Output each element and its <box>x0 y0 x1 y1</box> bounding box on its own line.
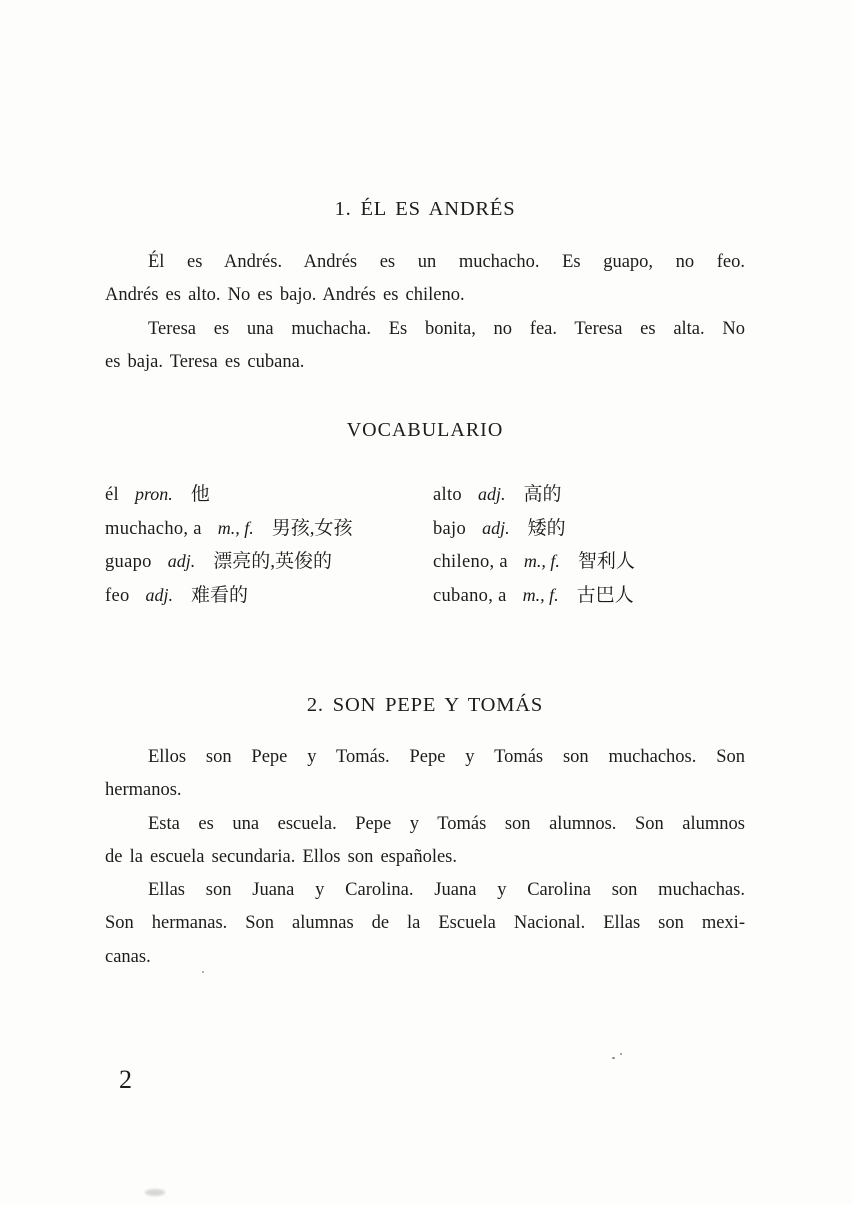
vocab-word: chileno, a <box>433 552 508 572</box>
vocab-pos: adj. <box>477 484 506 504</box>
lesson-2-heading: 2. SON PEPE Y TOMÁS <box>306 694 544 716</box>
text-line: de la escuela secundaria. Ellos son españoles. <box>105 846 457 867</box>
vocab-meaning: 矮的 <box>527 517 566 539</box>
lesson-1-heading: 1. ÉL ES ANDRÉS <box>334 198 516 220</box>
vocab-meaning: 高的 <box>523 484 562 505</box>
text-line: Ellas son Juana y Carolina. Juana y Carolina son muchachas. <box>148 880 745 901</box>
vocab-pos: m., f. <box>523 551 560 571</box>
vocab-word: alto <box>433 485 462 505</box>
vocab-entry <box>105 545 353 579</box>
vocab-meaning: 古巴人 <box>576 584 634 606</box>
vocab-word: guapo <box>105 552 152 572</box>
vocab-pos: adj. <box>482 517 510 538</box>
vocab-column-left <box>105 478 353 612</box>
vocab-meaning: 他 <box>190 484 210 505</box>
lesson-2-body <box>105 741 745 974</box>
text-line: es baja. Teresa es cubana. <box>105 351 305 372</box>
vocab-meaning: 男孩,女孩 <box>271 517 353 539</box>
text-line: Él es Andrés. Andrés es un muchacho. Es guapo, no feo. <box>148 252 745 272</box>
vocab-word: cubano, a <box>433 585 507 606</box>
vocab-word: muchacho, a <box>105 518 202 539</box>
vocab-pos: adj. <box>145 584 174 605</box>
scan-speck <box>620 1053 622 1055</box>
vocab-pos: m., f. <box>217 517 254 538</box>
text-line: Ellos son Pepe y Tomás. Pepe y Tomás son muchachos. Son <box>148 747 745 767</box>
text-line: Teresa es una muchacha. Es bonita, no fea. Teresa es alta. No <box>148 318 745 339</box>
vocab-entry <box>433 512 635 546</box>
text-line: Esta es una escuela. Pepe y Tomás son alumnos. Son alumnos <box>148 813 745 834</box>
text-line: Son hermanas. Son alumnas de la Escuela Nacional. Ellas son mexi- <box>105 913 745 934</box>
lesson-1-body <box>105 246 745 379</box>
text-line: Andrés es alto. No es bajo. Andrés es chileno. <box>105 285 465 306</box>
vocab-entry <box>433 545 635 579</box>
page-content <box>105 0 745 1205</box>
vocab-word: feo <box>105 585 130 606</box>
page-number: 2 <box>119 1065 132 1094</box>
vocab-entry <box>433 478 635 512</box>
vocab-entry <box>105 512 353 546</box>
scan-smudge <box>145 1189 165 1196</box>
vocab-column-right <box>433 478 635 612</box>
vocab-entry <box>105 579 353 613</box>
vocab-word: bajo <box>433 518 467 539</box>
vocab-meaning: 漂亮的,英俊的 <box>213 551 332 572</box>
vocab-pos: adj. <box>167 551 196 571</box>
vocab-entry <box>105 478 353 512</box>
vocab-meaning: 智利人 <box>577 551 635 572</box>
vocab-pos: m., f. <box>522 584 559 605</box>
text-line: canas. <box>105 946 151 967</box>
vocab-entry <box>433 579 635 613</box>
vocab-pos: pron. <box>134 484 173 504</box>
vocab-meaning: 难看的 <box>191 584 249 606</box>
scan-speck <box>202 971 204 973</box>
vocabulario-heading: VOCABULARIO <box>346 419 504 441</box>
text-line: hermanos. <box>105 780 182 801</box>
scan-speck <box>612 1057 615 1059</box>
vocab-word: él <box>105 485 119 505</box>
